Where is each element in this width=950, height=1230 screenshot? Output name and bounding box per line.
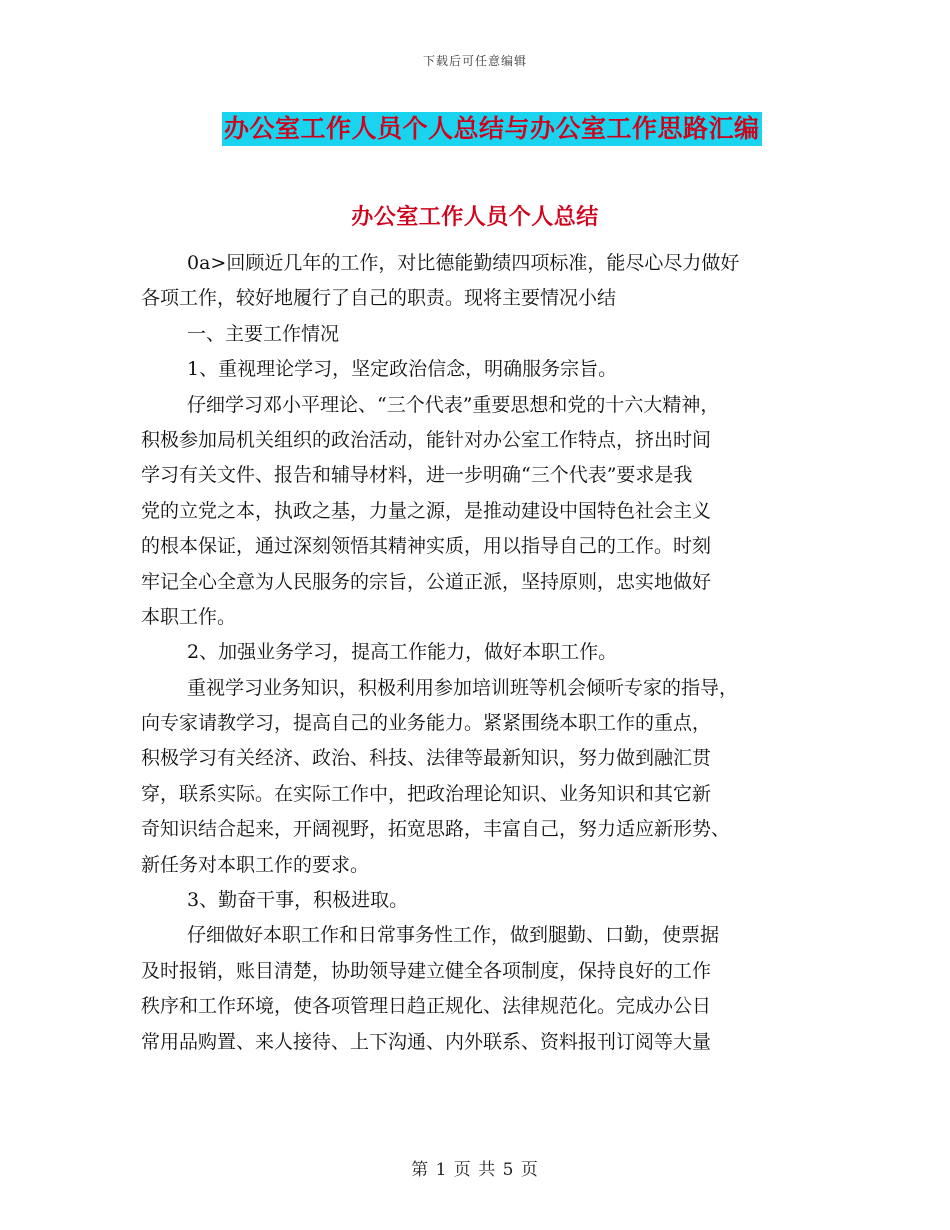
- paragraph-line: 穿，联系实际。在实际工作中，把政治理论知识、业务知识和其它新: [141, 782, 712, 805]
- subheading-line: 2、加强业务学习，提高工作能力，做好本职工作。: [187, 641, 618, 664]
- paragraph-line: 党的立党之本，执政之基，力量之源，是推动建设中国特色社会主义: [141, 499, 712, 522]
- paragraph-line: 重视学习业务知识，积极利用参加培训班等机会倾听专家的指导，: [187, 676, 739, 699]
- paragraph-line: 积极参加局机关组织的政治活动，能针对办公室工作特点，挤出时间: [141, 428, 712, 451]
- document-title: 办公室工作人员个人总结与办公室工作思路汇编: [222, 112, 762, 146]
- paragraph-line: 本职工作。: [141, 605, 237, 628]
- header-note: 下载后可任意编辑: [422, 54, 527, 68]
- paragraph-line: 各项工作，较好地履行了自己的职责。现将主要情况小结: [141, 287, 617, 310]
- document-body: [141, 246, 813, 1060]
- paragraph-line: 牢记全心全意为人民服务的宗旨，公道正派，坚持原则，忠实地做好: [141, 570, 712, 593]
- paragraph-line: 及时报销，账目清楚，协助领导建立健全各项制度，保持良好的工作: [141, 959, 712, 982]
- paragraph-line: 的根本保证，通过深刻领悟其精神实质，用以指导自己的工作。时刻: [141, 535, 712, 558]
- paragraph-line: 积极学习有关经济、政治、科技、法律等最新知识，努力做到融汇贯: [141, 747, 712, 770]
- page-footer: 第 1 页 共 5 页: [411, 1160, 539, 1180]
- paragraph-line: 仔细学习邓小平理论、“三个代表”重要思想和党的十六大精神，: [187, 393, 720, 416]
- paragraph-line: 向专家请教学习，提高自己的业务能力。紧紧围绕本职工作的重点，: [141, 712, 712, 735]
- paragraph-line: 仔细做好本职工作和日常事务性工作，做到腿勤、口勤，使票据: [187, 924, 720, 947]
- paragraph-line: 常用品购置、来人接待、上下沟通、内外联系、资料报刊订阅等大量: [141, 1030, 712, 1053]
- heading-line: 一、主要工作情况: [187, 322, 340, 345]
- paragraph-line: 秩序和工作环境，使各项管理日趋正规化、法律规范化。完成办公日: [141, 995, 712, 1018]
- subheading-line: 3、勤奋干事，积极进取。: [187, 889, 409, 912]
- paragraph-line: 新任务对本职工作的要求。: [141, 853, 370, 876]
- subheading-line: 1、重视理论学习，坚定政治信念，明确服务宗旨。: [187, 358, 618, 381]
- paragraph-line: 学习有关文件、报告和辅导材料，进一步明确“三个代表”要求是我: [141, 464, 693, 487]
- paragraph-line: 0a>回顾近几年的工作，对比德能勤绩四项标准，能尽心尽力做好: [187, 252, 740, 274]
- paragraph-line: 奇知识结合起来，开阔视野，拓宽思路，丰富自己，努力适应新形势、: [141, 818, 731, 841]
- section-title: 办公室工作人员个人总结: [351, 204, 599, 230]
